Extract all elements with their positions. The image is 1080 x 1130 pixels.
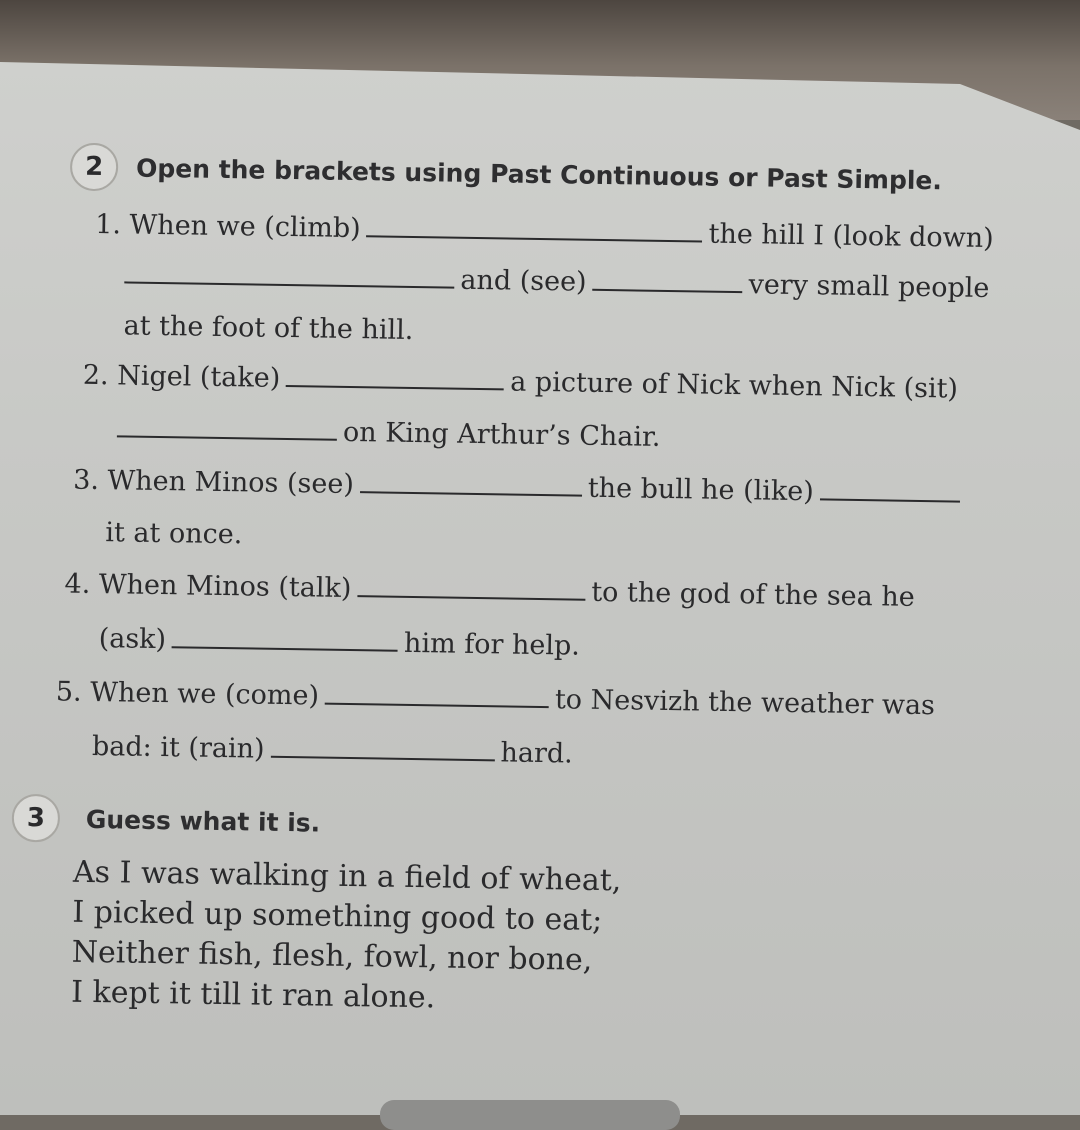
riddle-poem: [71, 853, 622, 1022]
answer-blank[interactable]: [592, 267, 742, 293]
item-3-text: When Minos (see): [107, 465, 355, 501]
item-5-text: hard.: [500, 737, 573, 770]
item-1-text: very small people: [748, 269, 990, 305]
item-4-text: him for help.: [403, 627, 581, 662]
item-4-line-1: [64, 567, 915, 616]
item-1-number: 1.: [94, 208, 122, 241]
exercise-2-number: 2: [70, 143, 119, 192]
item-1-line-3: [123, 308, 413, 349]
item-3-text: it at once.: [105, 517, 243, 551]
item-1-text: the hill I (look down): [708, 218, 994, 255]
item-1-text: When we (climb): [129, 209, 361, 245]
item-2-number: 2.: [82, 359, 109, 392]
answer-blank[interactable]: [325, 681, 549, 709]
item-3-line-1: [73, 463, 966, 513]
item-2-line-1: [83, 358, 959, 408]
item-4-number: 4.: [64, 568, 91, 600]
answer-blank[interactable]: [117, 413, 337, 440]
poem-line: I kept it till it ran alone.: [70, 974, 436, 1016]
poem-line: I picked up something good to eat;: [72, 894, 603, 939]
item-5-number: 5.: [55, 676, 82, 708]
lesson-footer-bar: [380, 1100, 680, 1130]
item-3-number: 3.: [72, 464, 100, 497]
item-4-text: (ask): [98, 623, 167, 656]
item-2-text: Nigel (take): [116, 360, 281, 394]
item-1-line-1: [95, 207, 994, 257]
item-5-text: to Nesvizh the weather was: [554, 684, 936, 722]
poem-line: As I was walking in a field of wheat,: [72, 854, 622, 899]
answer-blank[interactable]: [172, 624, 398, 652]
answer-blank[interactable]: [820, 476, 960, 502]
item-2-text: a picture of Nick when Nick (sit): [510, 366, 959, 405]
item-4-text: When Minos (talk): [98, 569, 352, 605]
item-4-line-2: [98, 621, 580, 665]
answer-blank[interactable]: [124, 259, 454, 288]
item-1-text: and (see): [460, 264, 587, 298]
item-3-line-2: [105, 515, 242, 553]
exercise-3-title: Guess what it is.: [85, 804, 321, 838]
item-5-text: When we (come): [89, 676, 320, 712]
answer-blank[interactable]: [286, 363, 504, 390]
answer-blank[interactable]: [367, 213, 703, 242]
item-1-text: at the foot of the hill.: [123, 310, 414, 346]
item-4-text: to the god of the sea he: [591, 576, 915, 613]
answer-blank[interactable]: [357, 573, 585, 601]
item-5-text: bad: it (rain): [91, 730, 265, 765]
item-2-line-2: [117, 411, 661, 456]
answer-blank[interactable]: [360, 469, 582, 496]
item-5-line-1: [56, 674, 936, 724]
item-2-text: on King Arthur’s Chair.: [342, 416, 661, 453]
poem-line: Neither fish, flesh, fowl, nor bone,: [71, 934, 593, 978]
answer-blank[interactable]: [270, 734, 494, 762]
item-1-line-2: [124, 257, 990, 307]
exercise-3-number: 3: [12, 794, 61, 843]
item-3-text: the bull he (like): [587, 472, 815, 508]
exercise-2-title: Open the brackets using Past Continuous or Past Simple.: [135, 153, 943, 196]
item-5-line-2: [92, 729, 573, 773]
